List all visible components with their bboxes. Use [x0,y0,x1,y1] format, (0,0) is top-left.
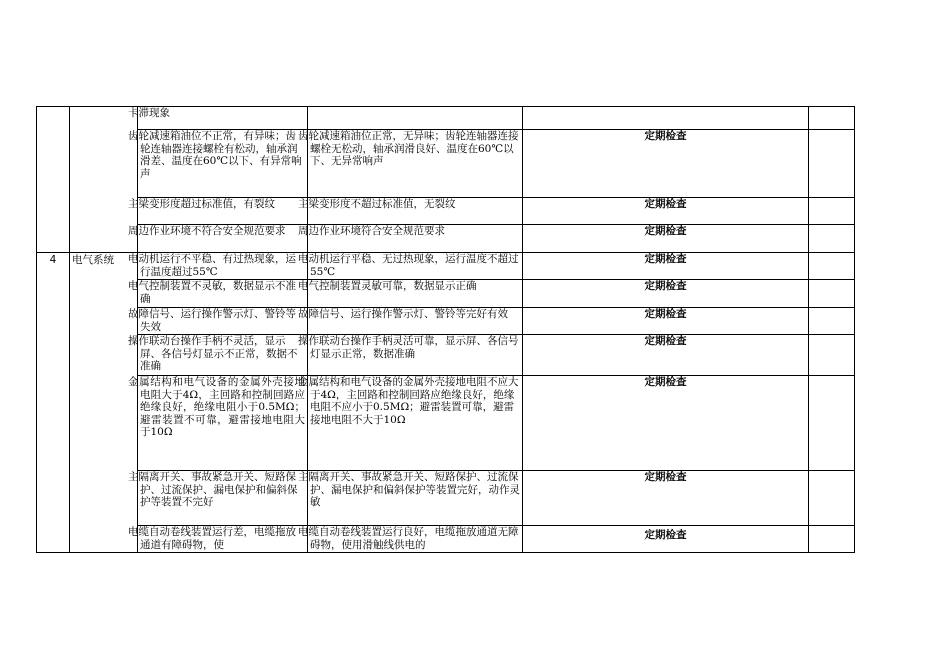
phenomenon-cell: 电缆自动卷线装置运行差，电缆拖放通道有障碍物，使 [138,526,308,553]
remark-cell [809,225,855,253]
table-row [37,107,855,130]
remark-cell [809,130,855,198]
remark-cell [809,471,855,526]
item-number-cell: 4 [37,253,70,553]
method-cell: 定期检查 [523,335,809,376]
standard-cell: 主隔离开关、事故紧急开关、短路保护、过流保护、漏电保护和偏斜保护等装置完好，动作灵敏 [308,471,523,526]
table-row [37,225,855,253]
table-row [37,308,855,335]
standard-cell [308,107,523,130]
remark-cell [809,280,855,308]
table-row [37,526,855,553]
phenomenon-cell: 卡滞现象 [138,107,308,130]
remark-cell [809,198,855,225]
remark-cell [809,526,855,553]
method-cell: 定期检查 [523,280,809,308]
method-cell: 定期检查 [523,198,809,225]
method-cell: 定期检查 [523,308,809,335]
phenomenon-cell: 故障信号、运行操作警示灯、警铃等失效 [138,308,308,335]
phenomenon-cell: 主梁变形度超过标准值，有裂纹 [138,198,308,225]
remark-cell [809,107,855,130]
standard-cell: 电气控制装置灵敏可靠，数据显示正确 [308,280,523,308]
phenomenon-cell: 齿轮减速箱油位不正常，有异味；齿轮连轴器连接螺栓有松动，轴承润滑差、温度在60℃以下、有异常响声 [138,130,308,198]
standard-cell: 操作联动台操作手柄灵活可靠，显示屏、各信号灯显示正常，数据准确 [308,335,523,376]
method-cell: 定期检查 [523,130,809,198]
table-row [37,471,855,526]
standard-cell: 齿轮减速箱油位正常，无异味；齿轮连轴器连接螺栓无松动，轴承润滑良好、温度在60℃以下、无异常响声 [308,130,523,198]
standard-cell: 主梁变形度不超过标准值，无裂纹 [308,198,523,225]
method-cell: 定期检查 [523,471,809,526]
standard-cell: 金属结构和电气设备的金属外壳接地电阻不应大于4Ω，主回路和控制回路应绝缘良好，绝缘电阻不应小于0.5MΩ；避雷装置可靠，避雷接地电阻不大于10Ω [308,376,523,471]
inspection-table [36,106,855,553]
system-cell: 电气系统 [70,253,138,553]
standard-cell: 故障信号、运行操作警示灯、警铃等完好有效 [308,308,523,335]
method-cell: 定期检查 [523,526,809,553]
phenomenon-cell: 电动机运行不平稳、有过热现象，运行温度超过55℃ [138,253,308,280]
table-row [37,376,855,471]
method-cell: 定期检查 [523,376,809,471]
table-row [37,130,855,198]
standard-cell: 电动机运行平稳、无过热现象，运行温度不超过55℃ [308,253,523,280]
table-row [37,280,855,308]
remark-cell [809,335,855,376]
table-row [37,253,855,280]
remark-cell [809,253,855,280]
standard-cell: 电缆自动卷线装置运行良好，电缆拖放通道无障碍物，使用滑触线供电的 [308,526,523,553]
standard-cell: 周边作业环境符合安全规范要求 [308,225,523,253]
table-row [37,335,855,376]
remark-cell [809,308,855,335]
phenomenon-cell: 金属结构和电气设备的金属外壳接地电阻大于4Ω，主回路和控制回路应绝缘良好，绝缘电阻小于0.5MΩ；避雷装置不可靠，避雷接地电阻大于10Ω [138,376,308,471]
method-cell: 定期检查 [523,225,809,253]
phenomenon-cell: 操作联动台操作手柄不灵活，显示屏、各信号灯显示不正常，数据不准确 [138,335,308,376]
method-cell: 定期检查 [523,253,809,280]
method-cell [523,107,809,130]
table-row [37,198,855,225]
phenomenon-cell: 电气控制装置不灵敏，数据显示不准确 [138,280,308,308]
phenomenon-cell: 主隔离开关、事故紧急开关、短路保护、过流保护、漏电保护和偏斜保护等装置不完好 [138,471,308,526]
item-number-cell [37,107,70,253]
remark-cell [809,376,855,471]
phenomenon-cell: 周边作业环境不符合安全规范要求 [138,225,308,253]
